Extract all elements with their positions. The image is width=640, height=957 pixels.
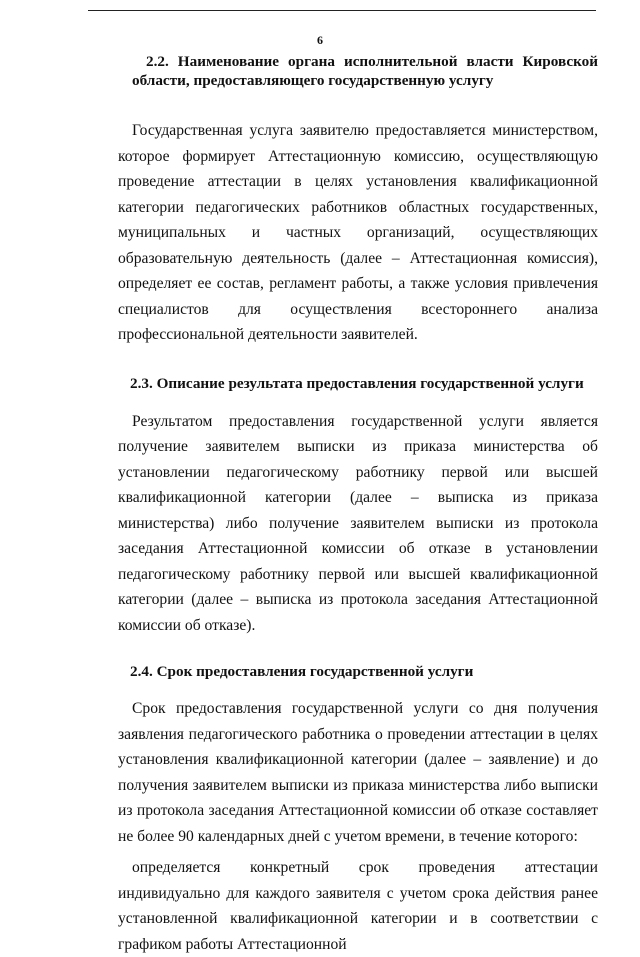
section-heading-2-4: 2.4. Срок предоставления государственной услуги xyxy=(130,663,474,680)
section-heading-2-2: 2.2. Наименование органа исполнительной власти Кировской области, предоставляющего государственную услугу xyxy=(132,53,598,89)
section-2-3-paragraph: Результатом предоставления государственной услуги является получение заявителем выписки из приказа министерства об установлении педагогическому работнику первой или высшей квалификационной категории (далее – выписка из приказа министерства) либо получение заявителем выписки из протокола заседания Аттестационной комиссии об отказе в установлении педагогическому работнику первой или высшей квалификационной категории (далее – выписка из протокола заседания Аттестационной комиссии об отказе). xyxy=(118,412,598,634)
document-body xyxy=(118,52,598,957)
page-number: 6 xyxy=(317,33,323,47)
section-2-4-paragraph-1: Срок предоставления государственной услуги со дня получения заявления педагогического работника о проведении аттестации в целях установления квалификационной категории (далее – заявление) и до получения заявителем выписки из приказа министерства либо выписки из протокола заседания Аттестационной комиссии об отказе составляет не более 90 календарных дней с учетом времени, в течение которого: xyxy=(118,700,598,845)
section-heading-2-3: 2.3. Описание результата предоставления государственной услуги xyxy=(130,374,584,392)
section-2-2-paragraph: Государственная услуга заявителю предоставляется министерством, которое формирует Аттестационную комиссию, осуществляющую проведение аттестации в целях установления квалификационной категории педагогических работников областных государственных, муниципальных и частных организаций, осуществляющих образовательную деятельность (далее – Аттестационная комиссия), определяет ее состав, регламент работы, а также условия привлечения специалистов для осуществления всестороннего анализа профессиональной деятельности заявителей. xyxy=(118,122,598,343)
top-rule xyxy=(88,10,596,11)
section-2-4-paragraph-2: определяется конкретный срок проведения аттестации индивидуально для каждого заявителя с учетом срока действия ранее установленной квалификационной категории и в соответствии с графиком работы Аттестационной xyxy=(118,859,598,953)
